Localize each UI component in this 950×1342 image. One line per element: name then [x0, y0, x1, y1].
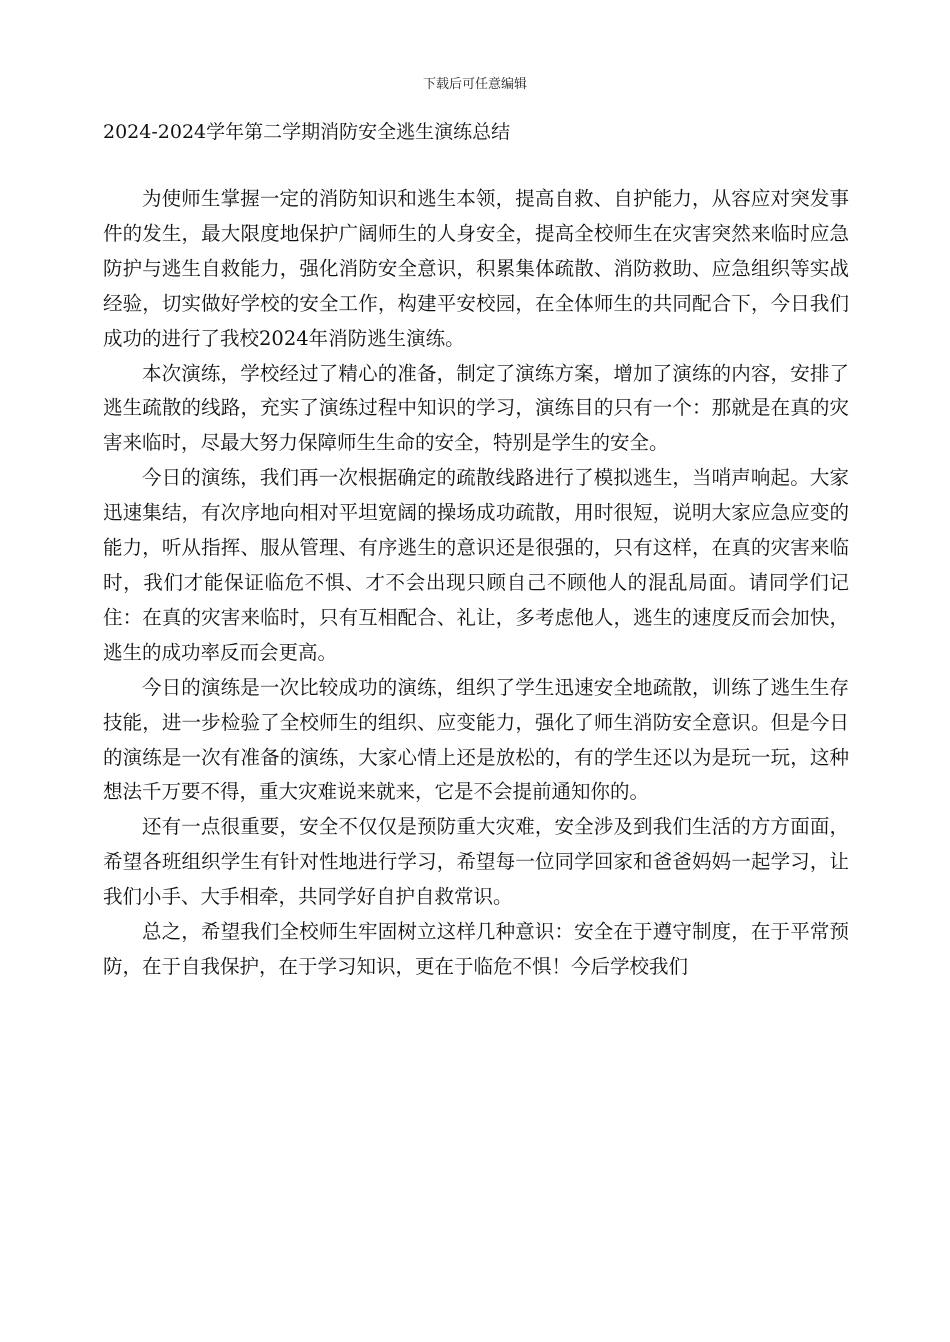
- paragraph: 今日的演练，我们再一次根据确定的疏散线路进行了模拟逃生，当哨声响起。大家迅速集结，有次序地向相对平坦宽阔的操场成功疏散，用时很短，说明大家应急应变的能力，听从指挥、服从管理、有序逃生的意识还是很强的，只有这样，在真的灾害来临时，我们才能保证临危不惧、才不会出现只顾自己不顾他人的混乱局面。请同学们记住：在真的灾害来临时，只有互相配合、礼让，多考虑他人，逃生的速度反而会加快，逃生的成功率反而会更高。: [103, 466, 849, 664]
- document-title: 2024-2024学年第二学期消防安全逃生演练总结: [103, 121, 511, 143]
- paragraph: 总之，希望我们全校师生牢固树立这样几种意识：安全在于遵守制度，在于平常预防，在于自我保护，在于学习知识，更在于临危不惧！今后学校我们: [103, 920, 849, 978]
- paragraph: 今日的演练是一次比较成功的演练，组织了学生迅速安全地疏散，训练了逃生生存技能，进一步检验了全校师生的组织、应变能力，强化了师生消防安全意识。但是今日的演练是一次有准备的演练，大家心情上还是放松的，有的学生还以为是玩一玩，这种想法千万要不得，重大灾难说来就来，它是不会提前通知你的。: [103, 675, 849, 804]
- document-body: [103, 182, 849, 985]
- header-note: 下载后可任意编辑: [422, 77, 527, 92]
- paragraph: 本次演练，学校经过了精心的准备，制定了演练方案，增加了演练的内容，安排了逃生疏散的线路，充实了演练过程中知识的学习，演练目的只有一个：那就是在真的灾害来临时，尽最大努力保障师生生命的安全，特别是学生的安全。: [103, 361, 849, 455]
- paragraph: 还有一点很重要，安全不仅仅是预防重大灾难，安全涉及到我们生活的方方面面，希望各班组织学生有针对性地进行学习，希望每一位同学回家和爸爸妈妈一起学习，让我们小手、大手相牵，共同学好自护自救常识。: [103, 815, 849, 909]
- paragraph: 为使师生掌握一定的消防知识和逃生本领，提高自救、自护能力，从容应对突发事件的发生，最大限度地保护广阔师生的人身安全，提高全校师生在灾害突然来临时应急防护与逃生自救能力，强化消防安全意识，积累集体疏散、消防救助、应急组织等实战经验，切实做好学校的安全工作，构建平安校园，在全体师生的共同配合下，今日我们成功的进行了我校2024年消防逃生演练。: [103, 187, 849, 350]
